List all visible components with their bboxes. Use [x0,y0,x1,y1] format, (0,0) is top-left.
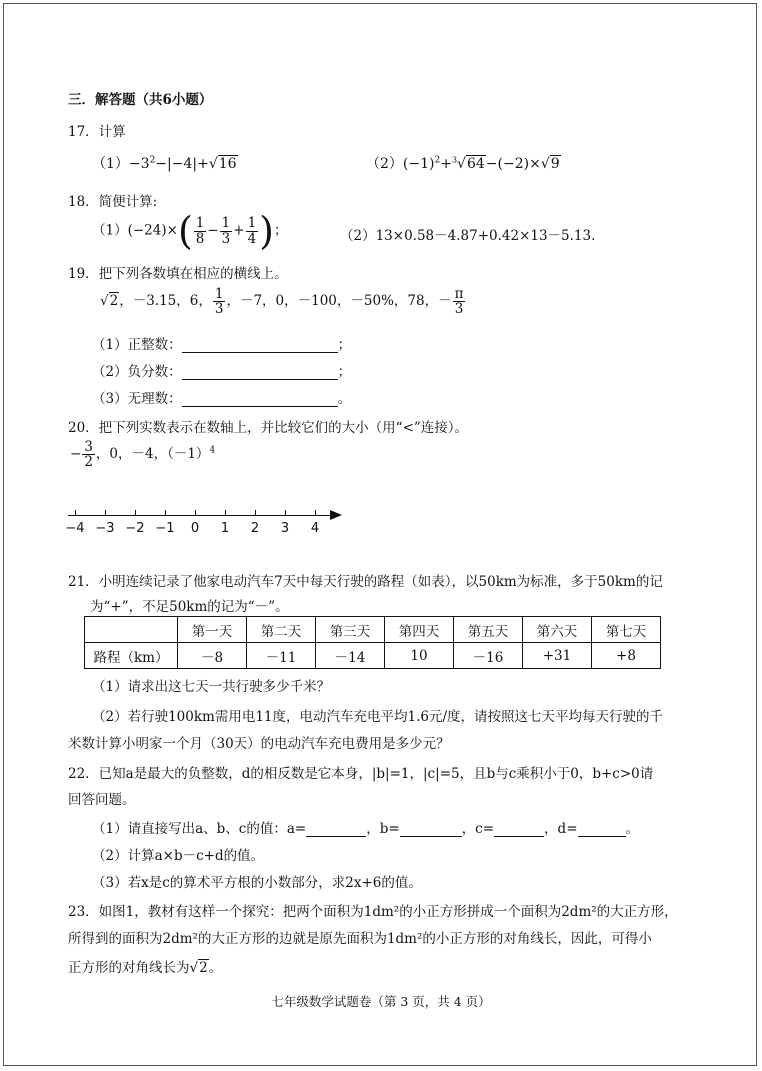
q21-sub2-line2: 米数计算小明家一个月（30天）的电动汽车充电费用是多少元？ [68,736,450,752]
q19-item-3: （3）无理数： 。 [92,391,352,407]
q17-p2-root-index: 3 [451,155,458,165]
q18-p1-label: （1） [92,222,128,239]
section-heading: 三．解答题（共6小题） [68,92,213,108]
left-paren: ( [177,209,193,253]
q23-line2: 所得到的面积为2dm²的大正方形的边就是原先面积为1dm²的小正方形的对角线长，因此，可得小 [68,931,652,947]
q21-line2: 为“+”，不足50km的记为“－”。 [90,599,289,615]
page-footer: 七年级数学试题卷（第 3 页，共 4 页） [271,994,491,1009]
answer-blank[interactable] [182,340,338,353]
q20-rest: ，0，－4，（－1） [95,446,210,463]
table-header-cell: 第五天 [454,617,523,643]
axis-tick-label: 4 [310,521,320,536]
q18-minus: − [207,222,219,239]
q23-line3: 正方形的对角线长为√2。 [68,960,223,976]
table-cell: +31 [523,643,592,669]
q19-frac: $\frac{1}{3}$ [214,286,224,318]
answer-blank[interactable] [182,394,338,407]
q17-stem: 17．计算 [68,124,126,140]
table-header-cell: 第二天 [247,617,316,643]
table-header-cell: 第六天 [523,617,592,643]
q20-numbers [70,440,215,469]
table-cell: －16 [454,643,523,669]
axis-tick-label: −2 [125,521,145,536]
q19-item-2: （2）负分数： ； [92,364,352,380]
axis-tick [165,510,166,516]
q17-p2-radicand-2: 9 [550,156,560,172]
axis-tick [285,510,286,516]
q17-p1-b: −|−4|+ [155,156,209,172]
cbrt-symbol: √ [457,156,466,172]
q20-frac: $\frac{3}{2}$ [84,439,93,471]
q21-line1: 21．小明连续记录了他家电动汽车7天中每天行驶的路程（如表），以50km为标准，多于50km的记 [68,574,663,590]
answer-blank-c[interactable] [494,824,544,837]
q19-numbers [100,287,466,316]
q22-line2: 回答问题。 [68,792,136,808]
q17-p2-radicand: 64 [466,156,485,172]
q18-frac2: $\frac{1}{3}$ [221,215,231,247]
q17-part1 [92,153,238,173]
q22-sub2: （2）计算a×b－c+d的值。 [92,848,265,864]
q18-part2: （2）13×0.58－4.87+0.42×13－5.13. [340,228,596,244]
q17-p2-d: −(−2)× [485,156,541,172]
axis-tick-label: 3 [280,521,290,536]
axis-tick-label: 1 [220,521,230,536]
table-header-cell [85,617,178,643]
mileage-table [84,616,661,669]
q17-p2-a: (−1) [402,156,435,172]
table-header-cell: 第一天 [178,617,247,643]
q19-stem: 19．把下列各数填在相应的横线上。 [68,266,288,282]
q20-exp: 4 [209,445,216,456]
q17-p1-radicand: 16 [218,156,237,172]
table-header-cell: 第四天 [385,617,454,643]
q22-sub1: （1）请直接写出a、b、c的值：a= ，b= ，c= ，d= 。 [92,821,640,837]
sqrt-symbol: √ [208,156,218,172]
answer-blank-b[interactable] [400,824,462,837]
sqrt-symbol-2: √ [540,156,550,172]
q17-p1-label: （1） [92,156,129,172]
table-row [85,643,661,669]
axis-tick-label: 2 [250,521,260,536]
number-line [68,515,332,516]
q17-p2-b: + [440,156,452,172]
q19-sqrt2: 2 [109,293,119,310]
q20-neg: − [70,446,82,463]
axis-tick [75,510,76,516]
axis-tick [105,510,106,516]
q22-line1: 22．已知a是最大的负整数，d的相反数是它本身，|b|=1，|c|=5，且b与c乘积小于0，b+c>0请 [68,766,654,782]
table-cell: +8 [592,643,661,669]
q23-line1: 23．如图1，教材有这样一个探究：把两个面积为1dm²的小正方形拼成一个面积为2dm²的大正方形， [68,904,678,920]
table-row-label: 路程（km） [85,643,178,669]
axis-tick-label: −1 [155,521,175,536]
axis-tick [315,510,316,516]
right-paren: ) [259,209,274,253]
axis-tick [195,510,196,516]
axis-tick-label: −4 [65,521,85,536]
table-cell: 10 [385,643,454,669]
q19-item-1: （1）正整数： ； [92,337,352,353]
q17-p2-label: （2） [366,156,403,172]
q17-p1-exp: 2 [149,155,156,166]
q20-stem: 20．把下列实数表示在数轴上，并比较它们的大小（用“<”连接）。 [68,420,469,436]
q17-part2 [366,153,561,173]
q22-sub3: （3）若x是c的算术平方根的小数部分，求2x+6的值。 [92,875,422,891]
q21-sub2-line1: （2）若行驶100km需用电11度，电动汽车充电平均1.6元/度，请按照这七天平均每天行驶的千 [92,709,664,725]
table-cell: －11 [247,643,316,669]
q21-sub1: （1）请求出这七天一共行驶多少千米？ [92,679,331,695]
q18-part1 [92,209,288,253]
table-header-cell: 第三天 [316,617,385,643]
table-cell: －8 [178,643,247,669]
arrow-right-icon [330,510,342,520]
table-header-row [85,617,661,643]
axis-tick-label: 0 [190,521,200,536]
q19-n-mid: ，－3.15，6， [119,293,212,310]
sqrt-symbol-4: √ [189,960,199,976]
q18-p1-end: ； [274,222,288,239]
q18-p1-a: (−24)× [127,222,178,239]
q19-pi-frac: $\frac{\pi}{3}$ [454,286,464,318]
axis-tick [225,510,226,516]
q18-plus: + [233,222,245,239]
answer-blank-a[interactable] [306,824,366,837]
answer-blank[interactable] [182,367,338,380]
q18-stem: 18．简便计算: [68,194,158,210]
answer-blank-d[interactable] [578,824,626,837]
axis-tick-label: −3 [95,521,115,536]
q18-frac1: $\frac{1}{8}$ [195,215,205,247]
axis-tick [135,510,136,516]
q18-frac3: $\frac{1}{4}$ [247,215,257,247]
axis-tick [255,510,256,516]
table-cell: －14 [316,643,385,669]
q17-p2-exp: 2 [434,155,441,166]
table-header-cell: 第七天 [592,617,661,643]
sqrt-symbol-3: √ [100,293,109,310]
q17-p1-a: −3 [128,156,150,172]
q19-n-rest: ，－7，0，－100，－50%，78，－ [226,293,452,310]
